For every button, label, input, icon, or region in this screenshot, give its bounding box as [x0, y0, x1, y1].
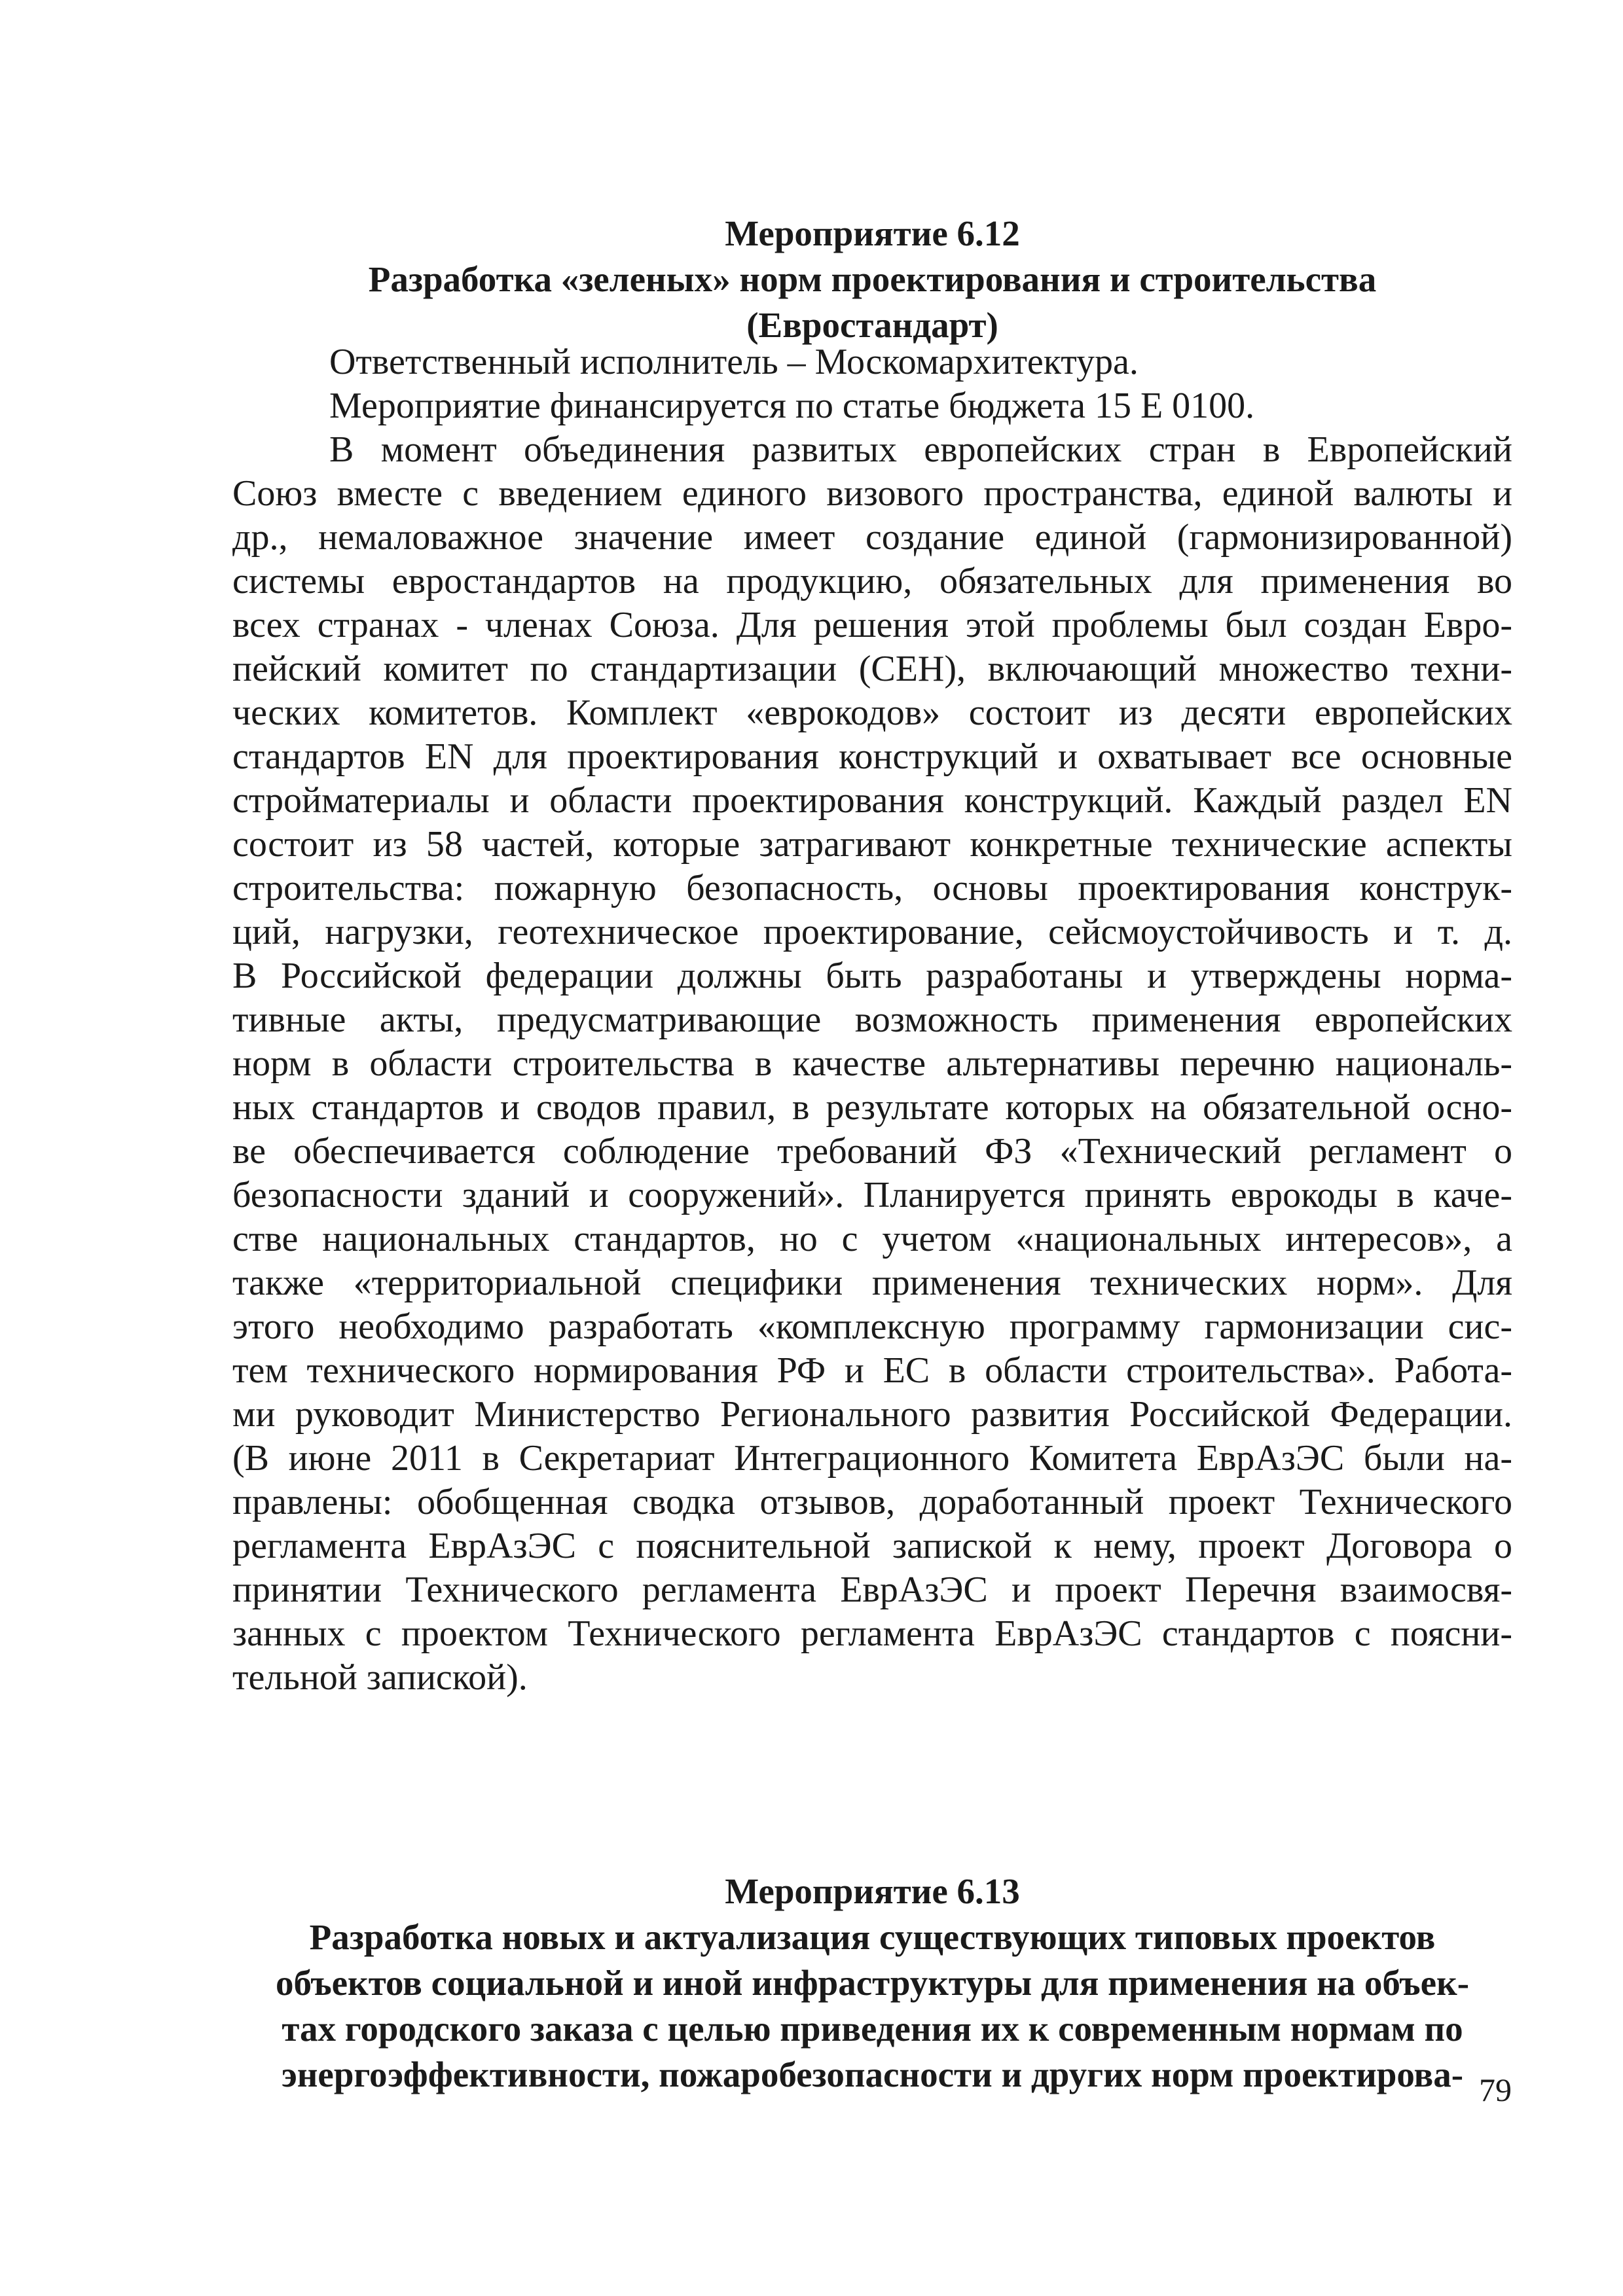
section-subtitle-line: объектов социальной и иной инфраструктуры для применения на объек- [275, 1963, 1470, 2003]
section-subtitle-line: Разработка «зеленых» норм проектирования и строительства [368, 259, 1377, 299]
section-title: Мероприятие 6.12 [725, 213, 1020, 253]
body-line: (В июне 2011 в Секретариат Интеграционного Комитета ЕврАзЭС были на- [232, 1438, 1512, 1479]
body-line: стве национальных стандартов, но с учетом «национальных интересов», а [232, 1219, 1512, 1259]
body-line: всех странах - членах Союза. Для решения этой проблемы был создан Евро- [232, 605, 1512, 645]
section-subtitle-line: энергоэффективности, пожаробезопасности и других норм проектирова- [281, 2054, 1464, 2094]
body-line: тельной запиской). [232, 1657, 528, 1698]
body-line: регламента ЕврАзЭС с пояснительной запиской к нему, проект Договора о [232, 1526, 1512, 1566]
body-line: Союз вместе с введением единого визового пространства, единой валюты и [232, 473, 1512, 514]
body-line: занных с проектом Технического регламента ЕврАзЭС стандартов с поясни- [232, 1613, 1512, 1654]
body-line: ций, нагрузки, геотехническое проектирование, сейсмоустойчивость и т. д. [232, 912, 1512, 952]
body-line: ми руководит Министерство Регионального развития Российской Федерации. [232, 1394, 1512, 1435]
financing-note: Мероприятие финансируется по статье бюджета 15 Е 0100. [329, 386, 1255, 426]
body-line: др., немаловажное значение имеет создание единой (гармонизированной) [232, 517, 1512, 558]
body-line: стройматериалы и области проектирования конструкций. Каждый раздел EN [232, 780, 1512, 821]
responsible-executor: Ответственный исполнитель – Москомархитектура. [329, 342, 1139, 382]
body-line: ческих комитетов. Комплект «еврокодов» состоит из десяти европейских [232, 692, 1512, 733]
section-6-13-heading [232, 1869, 1512, 2098]
section-6-12-heading [232, 211, 1512, 348]
page-number: 79 [1479, 2072, 1512, 2108]
body-line: ных стандартов и сводов правил, в результате которых на обязательной осно- [232, 1087, 1512, 1128]
section-6-12-body [232, 340, 1512, 1700]
body-line: этого необходимо разработать «комплексную программу гармонизации сис- [232, 1306, 1512, 1347]
body-line: пейский комитет по стандартизации (СЕН), включающий множество техни- [232, 649, 1512, 689]
body-line: безопасности зданий и сооружений». Планируется принять еврокоды в каче- [232, 1175, 1512, 1215]
body-line: принятии Технического регламента ЕврАзЭС и проект Перечня взаимосвя- [232, 1570, 1512, 1610]
body-line: строительства: пожарную безопасность, основы проектирования конструк- [232, 868, 1512, 908]
body-line: тивные акты, предусматривающие возможность применения европейских [232, 999, 1512, 1040]
body-line: ве обеспечивается соблюдение требований ФЗ «Технический регламент о [232, 1131, 1512, 1172]
body-line: В момент объединения развитых европейских стран в Европейский [329, 429, 1512, 470]
body-line: В Российской федерации должны быть разработаны и утверждены норма- [232, 956, 1512, 996]
body-line: норм в области строительства в качестве альтернативы перечню националь- [232, 1043, 1512, 1084]
body-line: тем технического нормирования РФ и ЕС в области строительства». Работа- [232, 1350, 1512, 1391]
section-subtitle-line: (Евростандарт) [746, 305, 998, 345]
body-line: также «территориальной специфики применения технических норм». Для [232, 1263, 1512, 1303]
body-line: состоит из 58 частей, которые затрагивают конкретные технические аспекты [232, 824, 1512, 865]
body-line: системы евростандартов на продукцию, обязательных для применения во [232, 561, 1512, 601]
section-subtitle-line: Разработка новых и актуализация существующих типовых проектов [309, 1917, 1436, 1957]
body-line: правлены: обобщенная сводка отзывов, доработанный проект Технического [232, 1482, 1512, 1522]
section-title: Мероприятие 6.13 [725, 1871, 1020, 1911]
section-subtitle-line: тах городского заказа с целью приведения их к современным нормам по [282, 2009, 1463, 2049]
body-line: стандартов EN для проектирования конструкций и охватывает все основные [232, 736, 1512, 777]
